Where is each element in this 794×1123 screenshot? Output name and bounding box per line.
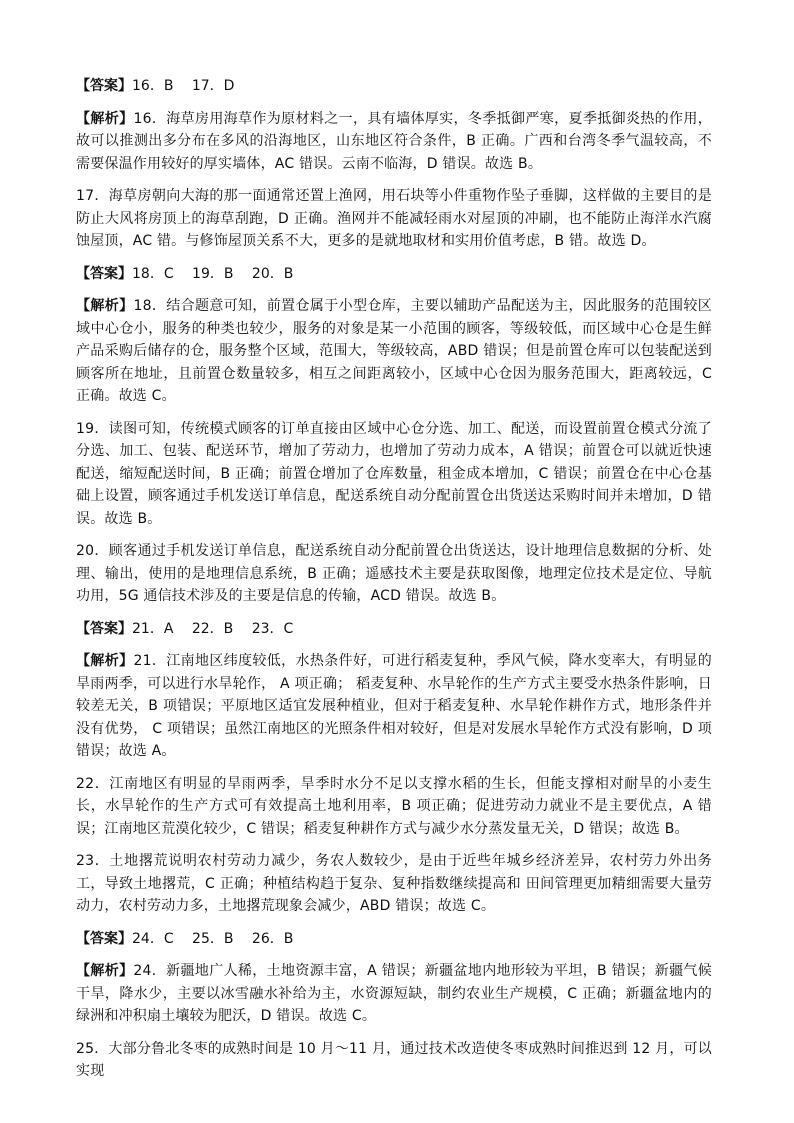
analysis-24 [76,960,712,1028]
answer-text: 24．C 25．B 26．B [132,930,294,947]
analysis-label: 【解析】 [76,963,134,979]
analysis-text: 24．新疆地广人稀，土地资源丰富，A 错误；新疆盆地内地形较为平坦，B 错误；新疆气候干旱，降水少，主要以冰雪融水补给为主，水资源短缺，制约农业生产规模，C 正确；新疆盆地内的绿洲和冲积扇土壤较为肥沃，D 错误。故选 C。 [76,963,712,1024]
answer-text: 16．B 17．D [132,78,235,94]
answer-21-23 [76,618,712,641]
answer-24-26 [76,928,712,951]
answer-label: 【答案】 [76,78,132,94]
analysis-18 [76,295,712,408]
answer-text: 18．C 19．B 20．B [132,265,294,282]
paragraph-text: 20．顾客通过手机发送订单信息，配送系统自动分配前置仓出货送达，设计地理信息数据的分析、处理、输出，使用的是地理信息系统，B 正确；遥感技术主要是获取图像，地理定位技术是定位、导航功用，5G 通信技术涉及的主要是信息的传输，ACD 错误。故选 B。 [76,543,712,604]
analysis-label: 【解析】 [76,653,134,669]
paragraph-text: 23．土地撂荒说明农村劳动力减少，务农人数较少，是由于近些年城乡经济差异，农村劳力外出务工，导致土地撂荒，C 正确；种植结构趋于复杂、复种指数继续提高和 田间管理更加精细需要大量劳动力，农村劳动力多，土地撂荒现象会减少，ABD 错误；故选 C。 [76,853,712,914]
answer-label: 【答案】 [76,930,132,947]
analysis-20 [76,540,712,608]
paragraph-text: 25．大部分鲁北冬枣的成熟时间是 10 月～11 月，通过技术改造使冬枣成熟时间推迟到 12 月，可以实现 [76,1040,712,1079]
answer-text: 21．A 22．B 23．C [132,620,294,637]
analysis-16 [76,108,712,176]
analysis-text: 21．江南地区纬度较低，水热条件好，可进行稻麦复种，季风气候，降水变率大，有明显的旱雨两季，可以进行水旱轮作， A 项正确； 稻麦复种、水旱轮作的生产方式主要受水热条件影响，日较差无关，B 项错误；平原地区适宜发展种植业，但对于稻麦复种、水旱轮作耕作方式，地形条件并没有优势， C 项错误；虽然江南地区的光照条件相对较好，但是对发展水旱轮作方式没有影响，D 项错误；故选 A。 [76,653,712,759]
analysis-17 [76,185,712,253]
analysis-label: 【解析】 [76,110,134,127]
answer-label: 【答案】 [76,265,132,282]
analysis-19 [76,418,712,531]
analysis-label: 【解析】 [76,298,134,314]
answer-18-20 [76,263,712,286]
analysis-22 [76,773,712,841]
analysis-23 [76,850,712,918]
analysis-text: 16．海草房用海草作为原材料之一，具有墙体厚实，冬季抵御严寒，夏季抵御炎热的作用，故可以推测出多分布在多风的沿海地区，山东地区符合条件，B 正确。广西和台湾冬季气温较高，不需要保温作用较好的厚实墙体，AC 错误。云南不临海，D 错误。故选 B。 [76,110,712,172]
answer-16-17 [76,75,712,98]
answer-label: 【答案】 [76,620,132,637]
paragraph-text: 17．海草房朝向大海的那一面通常还置上渔网，用石块等小件重物作坠子垂脚，这样做的主要目的是防止大风将房顶上的海草刮跑，D 正确。渔网并不能减轻雨水对屋顶的冲刷，也不能防止海洋水汽腐蚀屋顶，AC 错。与修饰屋顶关系不大，更多的是就地取材和实用价值考虑，B 错。故选 D。 [76,188,712,249]
analysis-25 [76,1038,712,1083]
paragraph-text: 22．江南地区有明显的旱雨两季，旱季时水分不足以支撑水稻的生长，但能支撑相对耐旱的小麦生长，水旱轮作的生产方式可有效提高土地利用率，B 项正确；促进劳动力就业不是主要优点，A 错误；江南地区荒漠化较少，C 错误；稻麦复种耕作方式与减少水分蒸发量无关，D 错误；故选 B。 [76,775,712,837]
paragraph-text: 19．读图可知，传统模式顾客的订单直接由区域中心仓分选、加工、配送，而设置前置仓模式分流了分选、加工、包装、配送环节，增加了劳动力，也增加了劳动力成本，A 错误；前置仓可以就近快速配送，缩短配送时间，B 正确；前置仓增加了仓库数量，租金成本增加，C 错误；前置仓在中心仓基础上设置，顾客通过手机发送订单信息，配送系统自动分配前置仓出货送达采购时间并未增加，D 错误。故选 B。 [76,420,712,527]
analysis-text: 18．结合题意可知，前置仓属于小型仓库，主要以辅助产品配送为主，因此服务的范围较区域中心仓小，服务的种类也较少，服务的对象是某一小范围的顾客，等级较低，而区域中心仓是生鲜产品采购后储存的仓，服务整个区域，范围大，等级较高，ABD 错误；但是前置仓库可以包装配送到顾客所在地址，且前置仓数量较多，相互之间距离较小，区域中心仓因为服务范围大，距离较远，C 正确。故选 C。 [76,298,713,404]
analysis-21 [76,650,712,763]
